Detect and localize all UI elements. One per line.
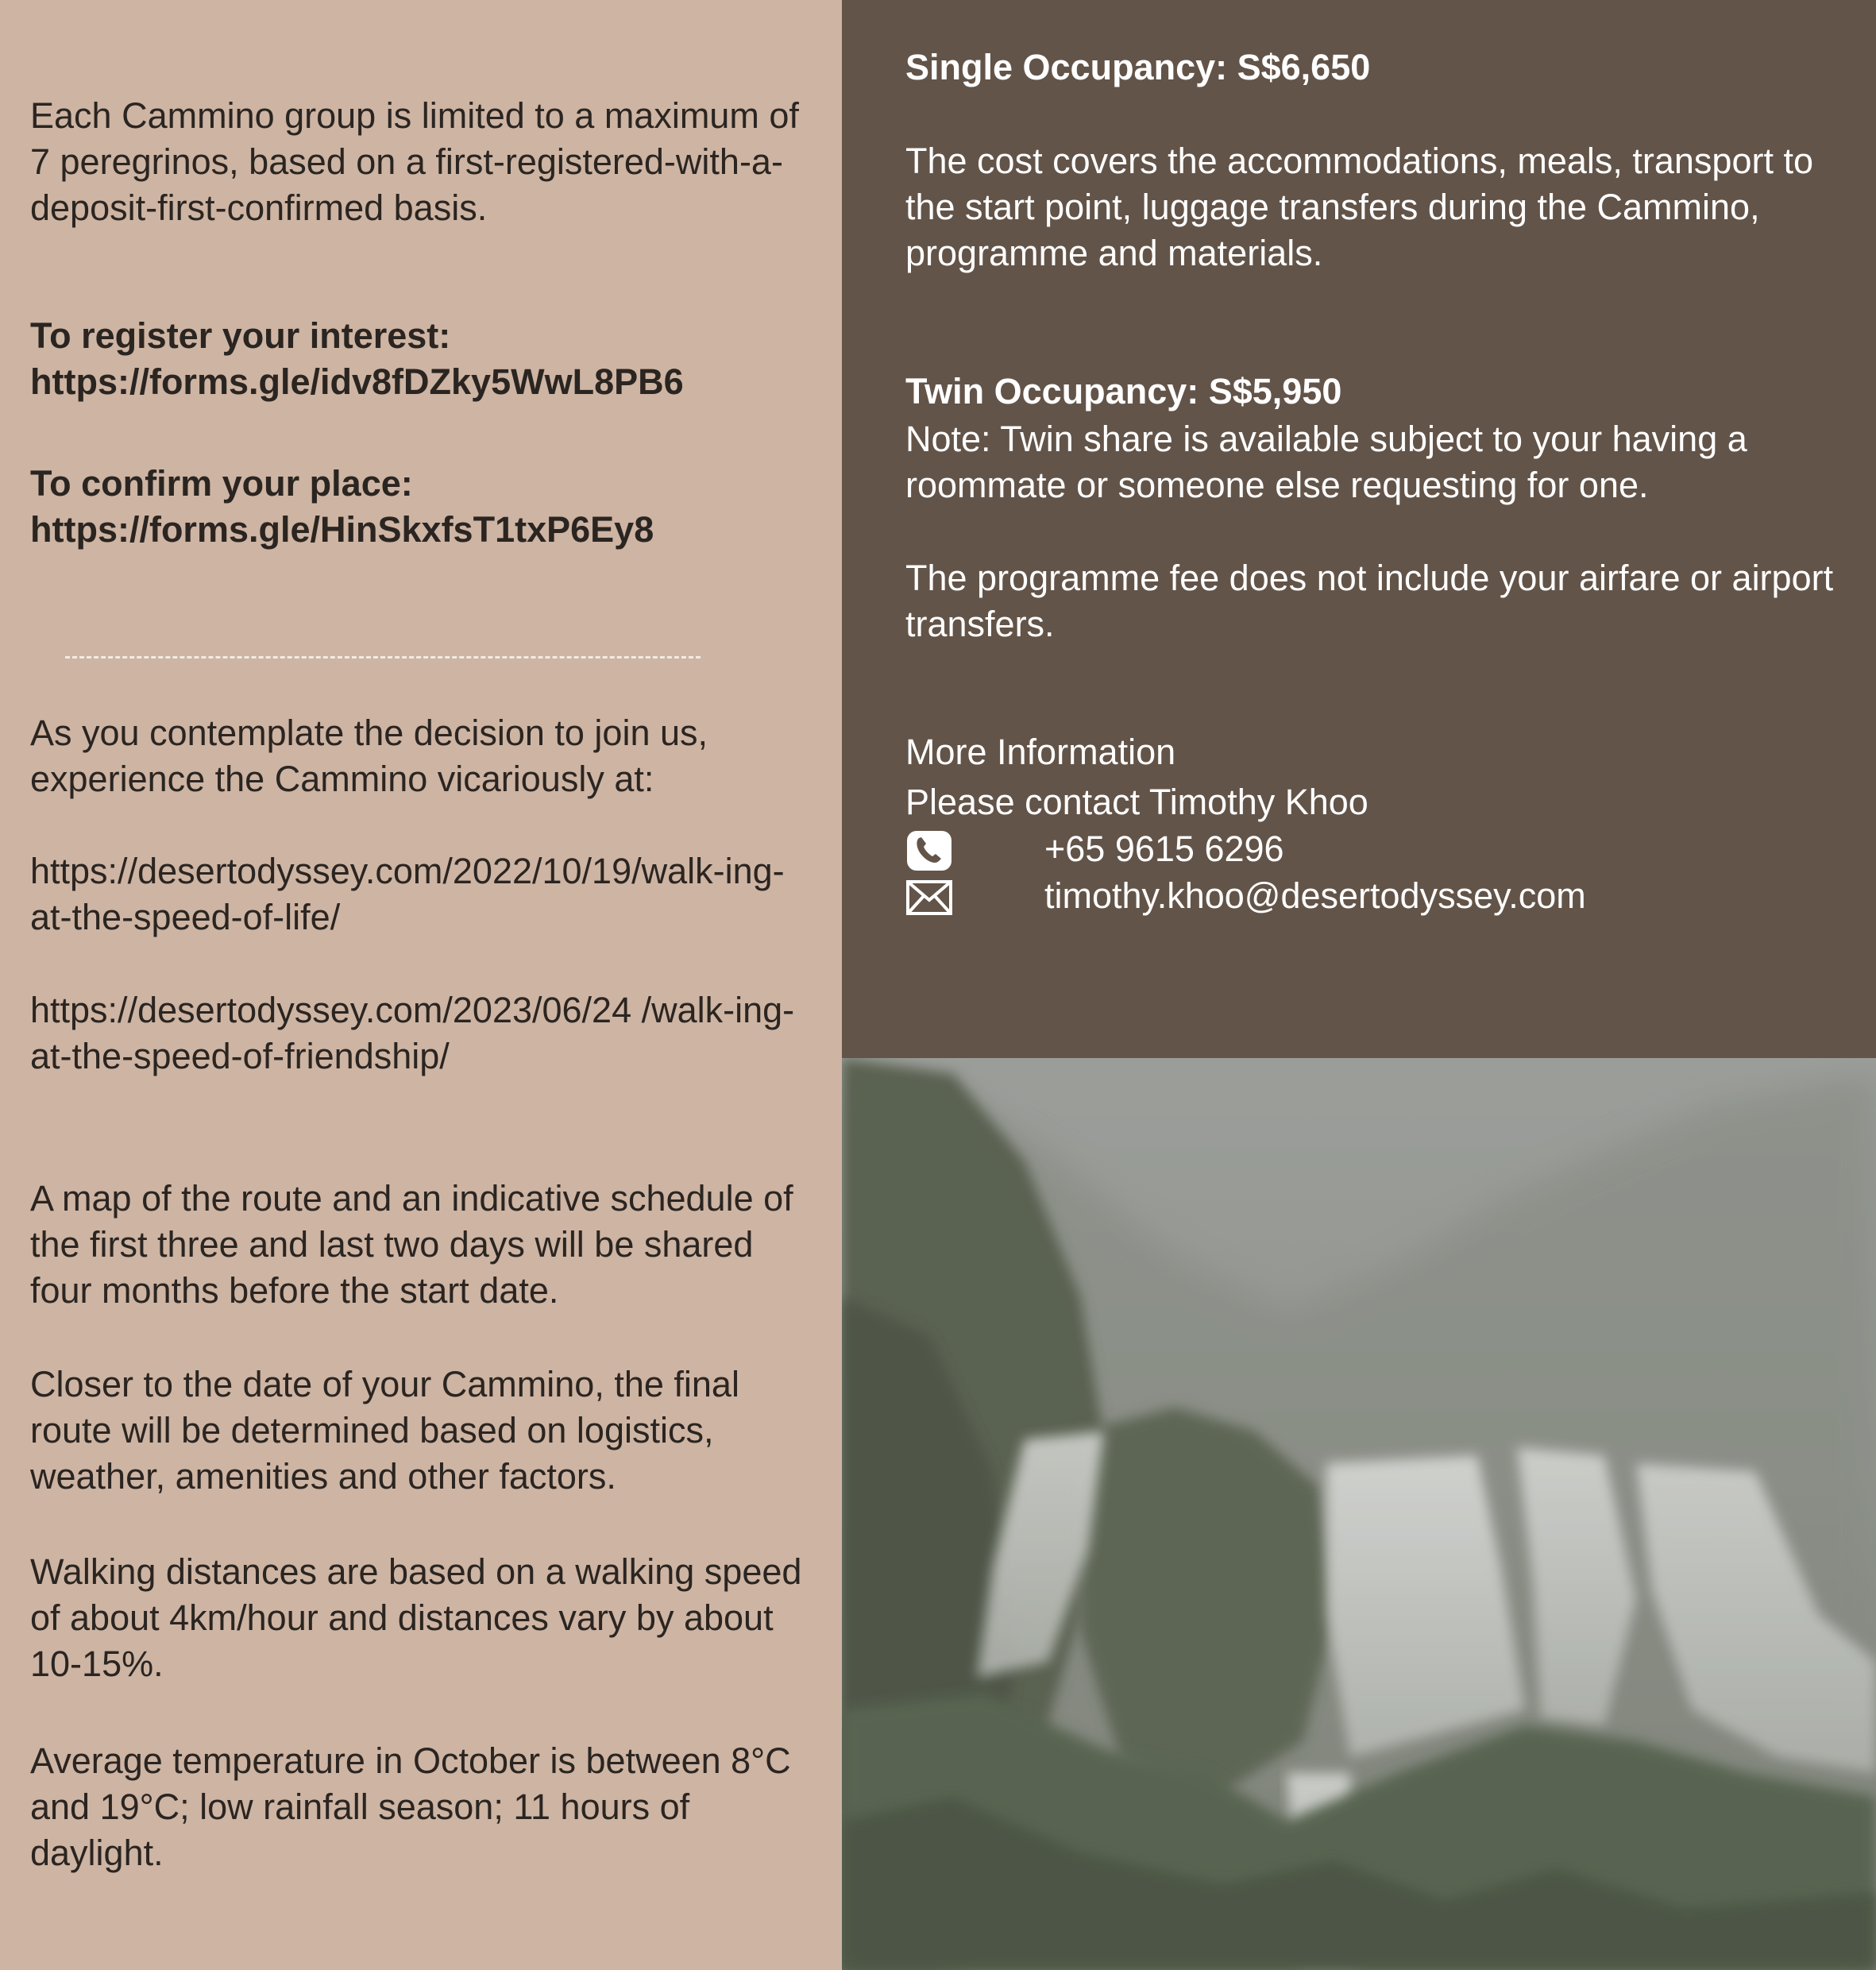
dashed-divider — [65, 656, 701, 659]
email-address[interactable]: timothy.khoo@desertodyssey.com — [1044, 875, 1586, 916]
envelope-icon — [905, 878, 953, 917]
walking-note: Walking distances are based on a walking speed of about 4km/hour and distances vary by about 10-15%. — [30, 1551, 802, 1684]
confirm-heading: To confirm your place: — [30, 463, 413, 504]
twin-note: Note: Twin share is available subject to your having a roommate or someone else requesting for one. — [905, 419, 1747, 505]
phone-row[interactable] — [905, 826, 1843, 872]
phone-number[interactable]: +65 9615 6296 — [1044, 829, 1284, 869]
map-note: A map of the route and an indicative schedule of the first three and last two days will be shared four months before the start date. — [30, 1178, 793, 1311]
single-occupancy-heading: Single Occupancy: S$6,650 — [905, 47, 1371, 87]
email-row[interactable] — [905, 873, 1843, 919]
pricing-panel — [842, 0, 1876, 1058]
group-limit-text: Each Cammino group is limited to a maximum of 7 peregrinos, based on a first-registered-with-a-deposit-first-confirmed basis. — [30, 95, 799, 228]
blog-link-2[interactable]: https://desertodyssey.com/2023/06/24 /walk-ing-at-the-speed-of-friendship/ — [30, 990, 795, 1076]
phone-icon — [905, 831, 953, 871]
confirm-link[interactable]: https://forms.gle/HinSkxfsT1txP6Ey8 — [30, 509, 654, 550]
waterfall-photo — [842, 1058, 1876, 1970]
contemplate-text: As you contemplate the decision to join us, experience the Cammino vicariously at: — [30, 713, 708, 799]
route-note: Closer to the date of your Cammino, the final route will be determined based on logistics, weather, amenities and other factors. — [30, 1364, 739, 1497]
fee-note: The programme fee does not include your airfare or airport transfers. — [905, 558, 1834, 644]
more-info-heading: More Information — [905, 732, 1176, 772]
contact-person: Please contact Timothy Khoo — [905, 782, 1368, 822]
register-link[interactable]: https://forms.gle/idv8fDZky5WwL8PB6 — [30, 361, 684, 402]
blog-link-1[interactable]: https://desertodyssey.com/2022/10/19/walk-ing-at-the-speed-of-life/ — [30, 851, 785, 937]
register-heading: To register your interest: — [30, 315, 451, 356]
temperature-note: Average temperature in October is between 8°C and 19°C; low rainfall season; 11 hours of daylight. — [30, 1740, 791, 1873]
twin-occupancy-heading: Twin Occupancy: S$5,950 — [905, 371, 1342, 411]
info-column — [0, 0, 842, 1970]
cost-covers-text: The cost covers the accommodations, meals, transport to the start point, luggage transfers during the Cammino, programme and materials. — [905, 141, 1813, 273]
